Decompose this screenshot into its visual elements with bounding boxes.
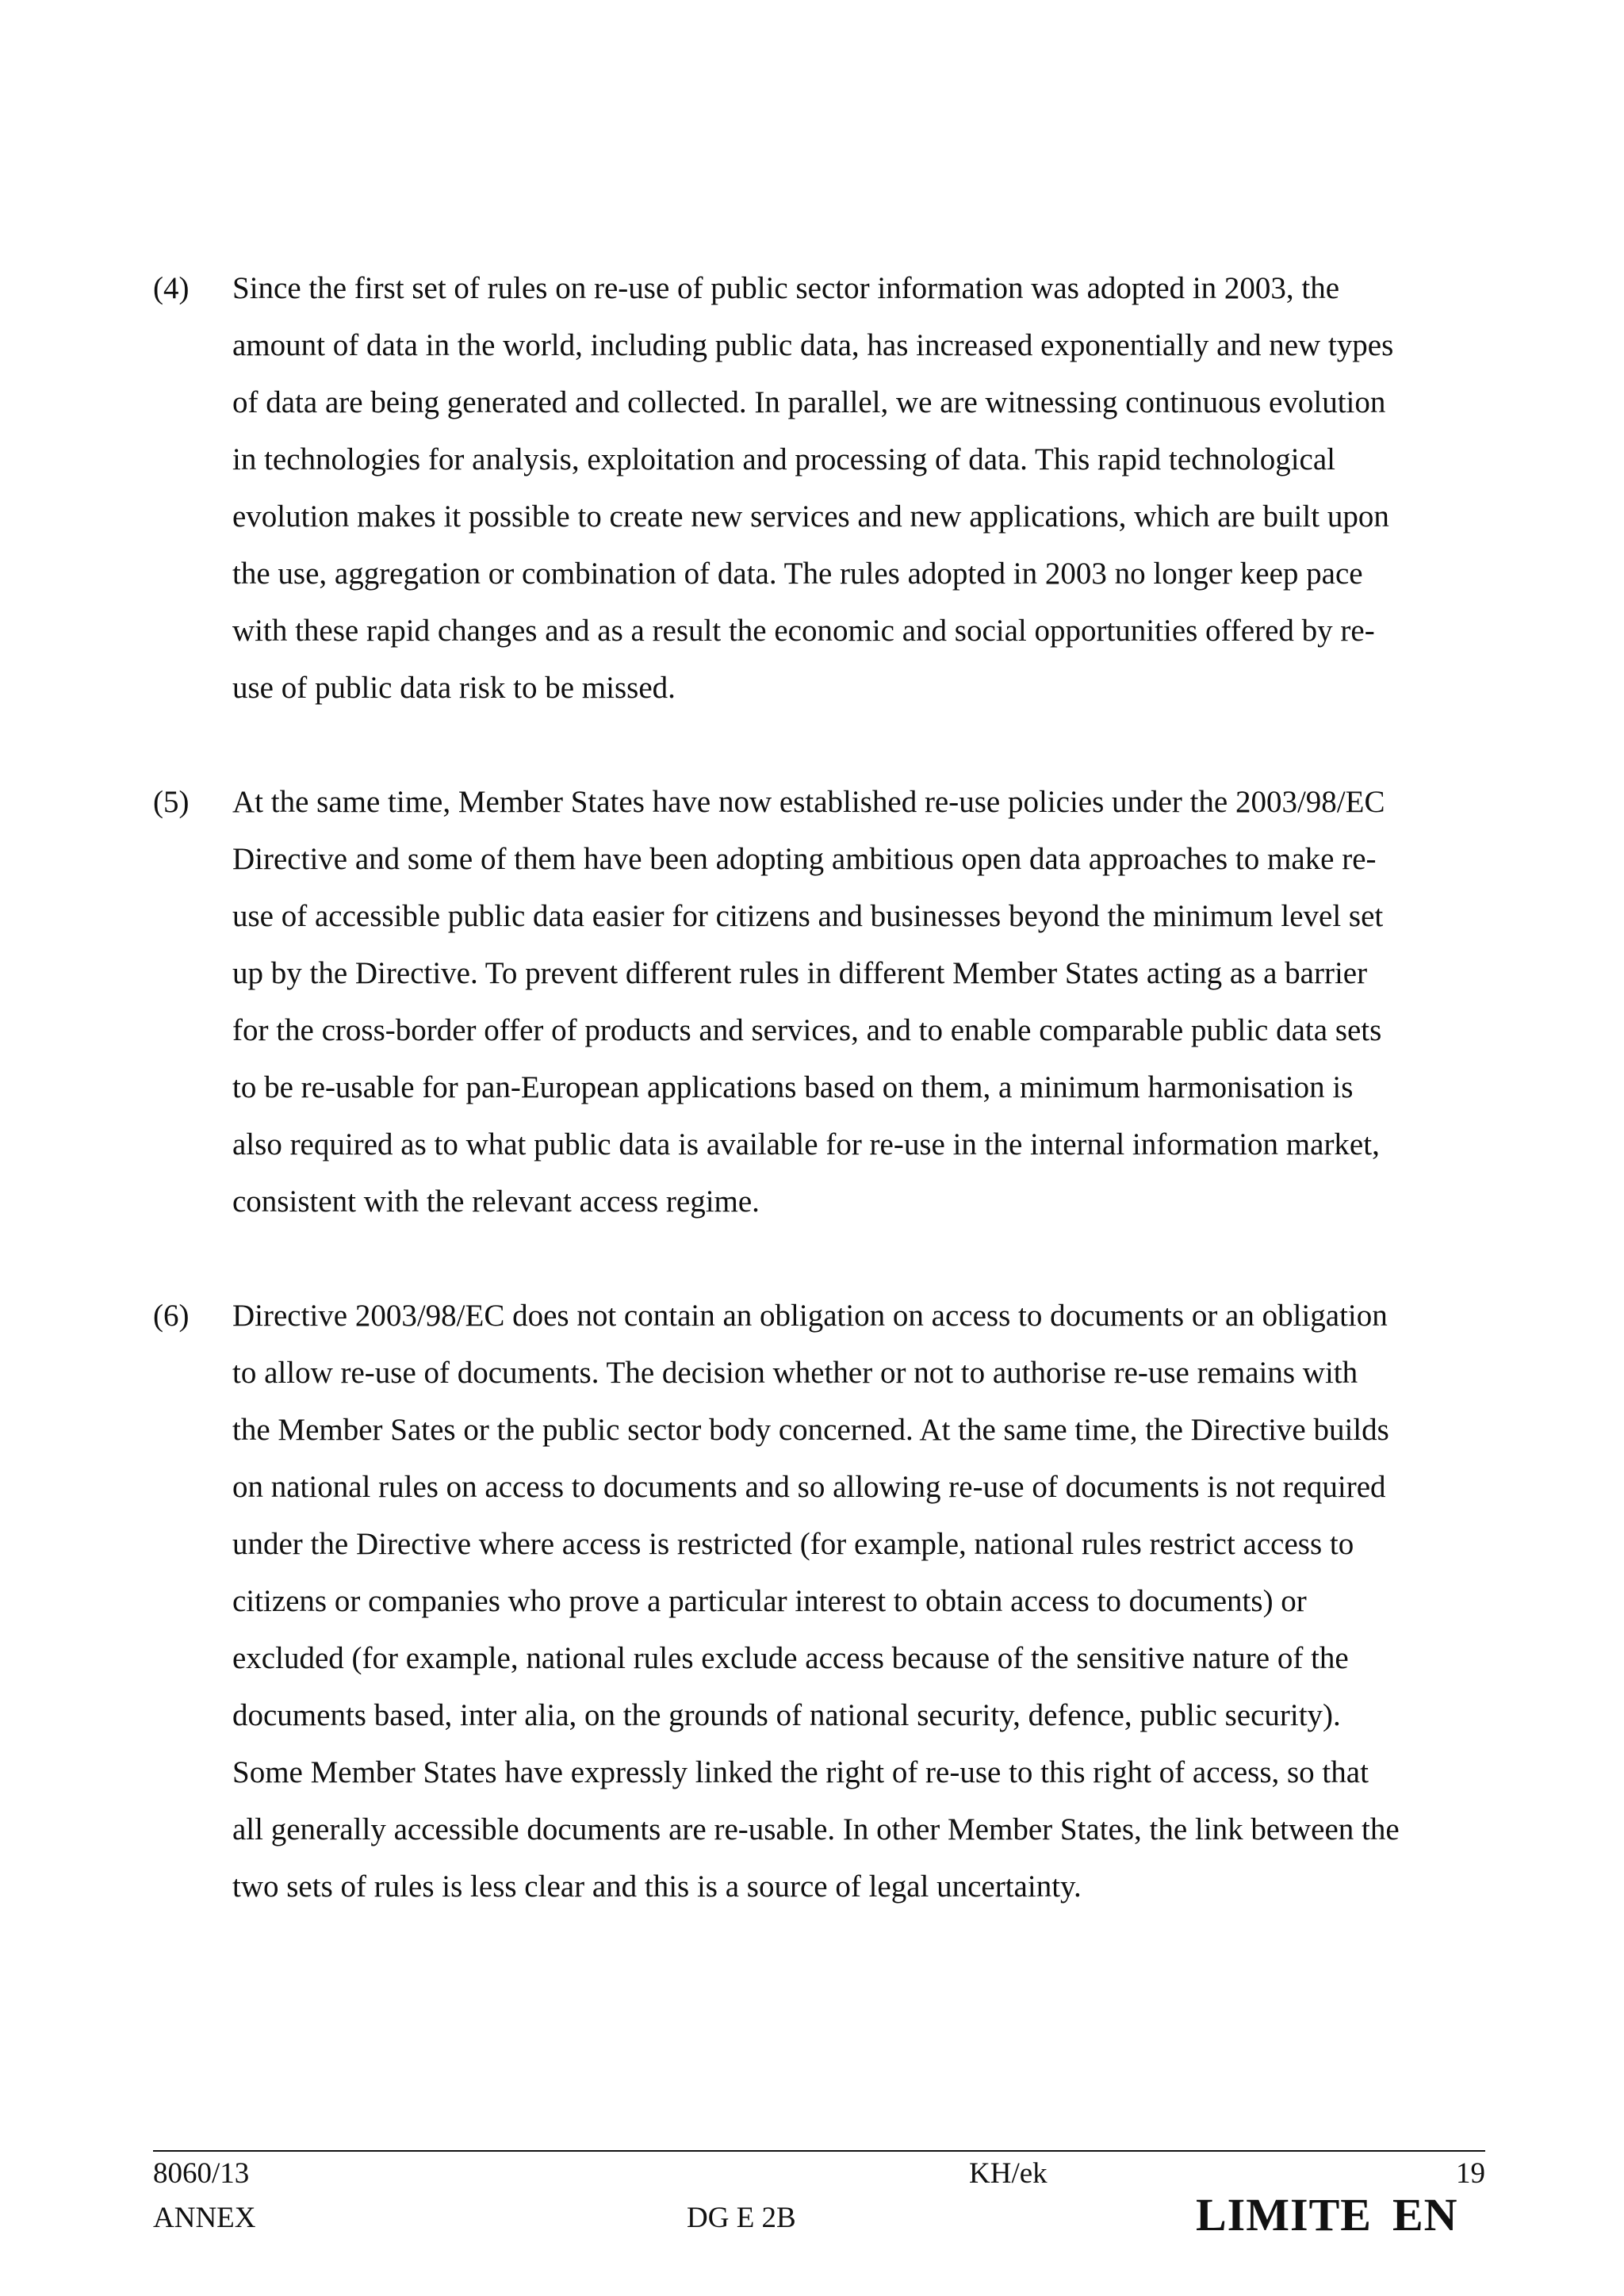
annex-label: ANNEX — [153, 2202, 256, 2234]
text-line: amount of data in the world, including public data, has increased exponentially and new types — [232, 328, 1394, 362]
classification-marking — [1196, 2190, 1458, 2241]
recital-number: (4) — [153, 271, 190, 305]
text-line: excluded (for example, national rules exclude access because of the sensitive nature of the — [232, 1641, 1349, 1675]
footer-divider — [153, 2150, 1485, 2152]
text-line: use of public data risk to be missed. — [232, 671, 676, 705]
text-line: to be re-usable for pan-European applications based on them, a minimum harmonisation is — [232, 1070, 1354, 1104]
text-line: evolution makes it possible to create new services and new applications, which are built upon — [232, 499, 1389, 534]
text-line: At the same time, Member States have now established re-use policies under the 2003/98/EC — [232, 785, 1385, 819]
recital-paragraph — [153, 260, 1485, 717]
recital-text — [232, 1288, 1485, 1915]
recital-paragraph — [153, 1288, 1485, 1915]
recital-number: (5) — [153, 785, 190, 819]
text-line: with these rapid changes and as a result the economic and social opportunities offered by re- — [232, 614, 1375, 648]
language-code: EN — [1392, 2189, 1458, 2241]
text-line: also required as to what public data is available for re-use in the internal information market, — [232, 1127, 1380, 1161]
document-number: 8060/13 — [153, 2157, 250, 2190]
text-line: Since the first set of rules on re-use of public sector information was adopted in 2003, the — [232, 271, 1340, 305]
text-line: the use, aggregation or combination of data. The rules adopted in 2003 no longer keep pace — [232, 557, 1363, 591]
text-line: up by the Directive. To prevent different rules in different Member States acting as a barrier — [232, 956, 1368, 990]
recital-text — [232, 260, 1485, 717]
text-line: the Member Sates or the public sector body concerned. At the same time, the Directive builds — [232, 1413, 1389, 1447]
text-line: consistent with the relevant access regime. — [232, 1184, 760, 1219]
text-line: to allow re-use of documents. The decision whether or not to authorise re-use remains with — [232, 1356, 1358, 1390]
text-line: of data are being generated and collected. In parallel, we are witnessing continuous evolution — [232, 385, 1386, 419]
page-number: 19 — [1456, 2157, 1485, 2190]
recital-paragraph — [153, 774, 1485, 1230]
text-line: under the Directive where access is restricted (for example, national rules restrict access to — [232, 1527, 1354, 1561]
text-line: for the cross-border offer of products and services, and to enable comparable public data sets — [232, 1013, 1382, 1047]
text-line: all generally accessible documents are re-usable. In other Member States, the link between the — [232, 1812, 1400, 1846]
text-line: Directive 2003/98/EC does not contain an obligation on access to documents or an obligation — [232, 1299, 1388, 1333]
limite-label: LIMITE — [1196, 2189, 1372, 2241]
recital-number: (6) — [153, 1299, 190, 1333]
text-line: citizens or companies who prove a particular interest to obtain access to documents) or — [232, 1584, 1307, 1618]
text-line: on national rules on access to documents and so allowing re-use of documents is not required — [232, 1470, 1386, 1504]
author-initials: KH/ek — [969, 2157, 1048, 2190]
directorate-label: DG E 2B — [687, 2202, 796, 2234]
text-line: Some Member States have expressly linked the right of re-use to this right of access, so that — [232, 1755, 1369, 1789]
text-line: two sets of rules is less clear and this is a source of legal uncertainty. — [232, 1869, 1082, 1904]
text-line: Directive and some of them have been adopting ambitious open data approaches to make re- — [232, 842, 1377, 876]
recital-text — [232, 774, 1485, 1230]
text-line: use of accessible public data easier for citizens and businesses beyond the minimum level set — [232, 899, 1384, 933]
text-line: in technologies for analysis, exploitation and processing of data. This rapid technological — [232, 442, 1336, 476]
text-line: documents based, inter alia, on the grounds of national security, defence, public security). — [232, 1698, 1341, 1732]
